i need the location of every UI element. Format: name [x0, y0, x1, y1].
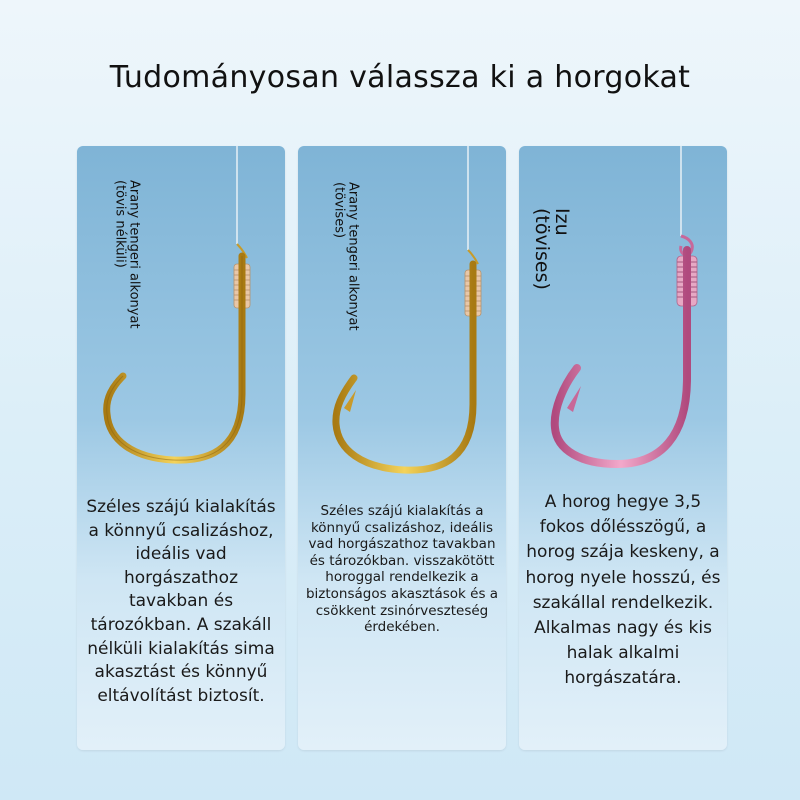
page-title: Tudományosan válassza ki a horgokat: [109, 60, 691, 95]
pink-barbed-hook-icon: [519, 146, 727, 486]
hook-name-label: Izu (tövises): [530, 208, 573, 290]
hook-description: Széles szájú kialakítás a könnyű csalizáshoz, ideális vad horgászathoz tavakban és tározókban. visszakötött horoggal rendelkezik a biztonságos akasztások és a csökkent zsinórveszteség érdekében.: [305, 503, 499, 636]
hook-description: A horog hegye 3,5 fokos dőlésszögű, a horog szája keskeny, a horog nyele hosszú, és szakállal rendelkezik. Alkalmas nagy és kis halak alkalmi horgászatára.: [525, 492, 721, 689]
gold-barbless-hook-icon: [77, 146, 285, 486]
hook-name-label: Arany tengeri alkonyat (tövises): [331, 182, 361, 331]
hook-name-label: Arany tengeri alkonyat (tövis nélküli): [112, 180, 142, 329]
hook-description: Széles szájú kialakítás a könnyű csalizáshoz, ideális vad horgászathoz tavakban és tározókban. A szakáll nélküli kialakítás sima akasztást és könnyű eltávolítást biztosít.: [86, 497, 276, 706]
hook-card-gold-barbed: [298, 146, 506, 750]
hook-card-izu-barbed: [519, 146, 727, 750]
hook-card-gold-barbless: [77, 146, 285, 750]
gold-barbed-hook-icon: [298, 146, 506, 486]
